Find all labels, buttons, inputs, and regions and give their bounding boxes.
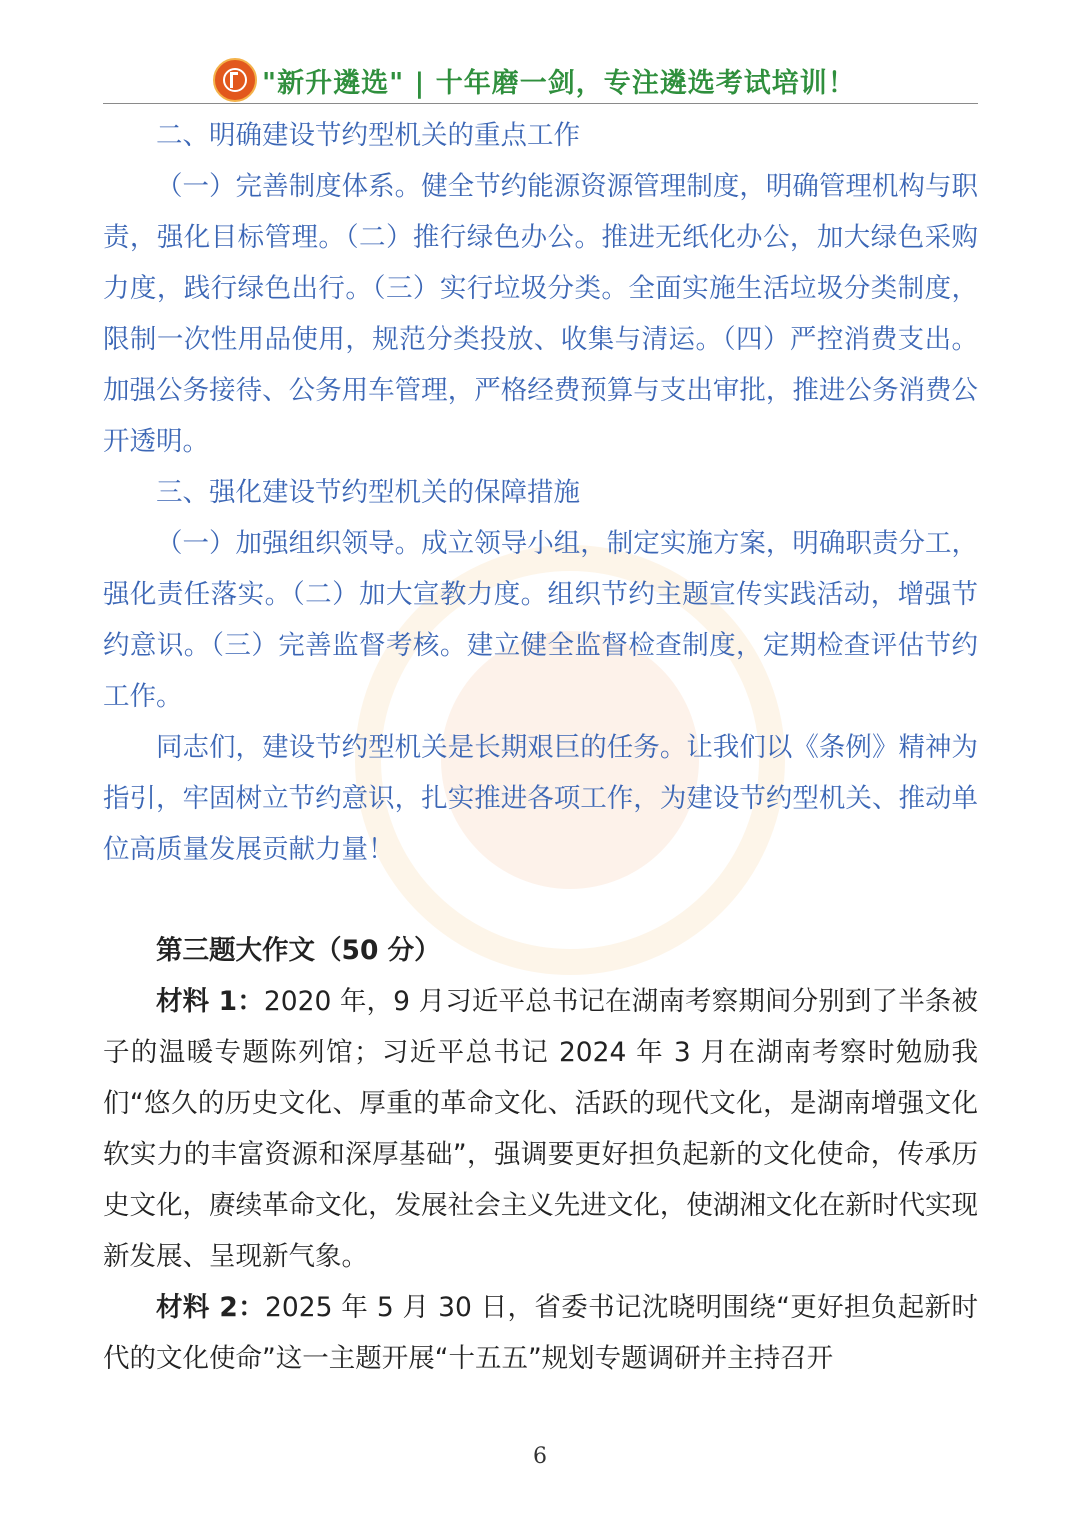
section3-body: （一）加强组织领导。成立领导小组，制定实施方案，明确职责分工，强化责任落实。（二）加大宣教力度。组织节约主题宣传实践活动，增强节约意识。（三）完善监督考核。建立健全监督检查制度，定期检查评估节约工作。 — [103, 528, 978, 712]
section3-heading: 三、强化建设节约型机关的保障措施 — [156, 477, 580, 508]
brand-logo-icon — [213, 58, 257, 102]
material1-text: 2020 年，9 月习近平总书记在湖南考察期间分别到了半条被子的温暖专题陈列馆；习近平总书记 2024 年 3 月在湖南考察时勉励我们“悠久的历史文化、厚重的革命文化、活跃的现代文化，是湖南增强文化软实力的丰富资源和深厚基础”，强调要更好担负起新的文化使命，传承历史文化，赓续革命文化，发展社会主义先进文化，使湖湘文化在新时代实现新发展、呈现新气象。 — [103, 986, 978, 1272]
material1-label: 材料 1： — [156, 986, 264, 1017]
header-slogan: "新升遴选" | 十年磨一剑，专注遴选考试培训！ — [262, 68, 856, 99]
document-body — [103, 110, 978, 1384]
material2-text: 2025 年 5 月 30 日，省委书记沈晓明围绕“更好担负起新时代的文化使命”这一主题开展“十五五”规划专题调研并主持召开 — [103, 1292, 978, 1374]
closing-paragraph: 同志们，建设节约型机关是长期艰巨的任务。让我们以《条例》精神为指引，牢固树立节约意识，扎实推进各项工作，为建设节约型机关、推动单位高质量发展贡献力量！ — [103, 732, 978, 865]
page-number: 6 — [533, 1444, 547, 1469]
section-spacer — [103, 875, 978, 925]
material2-paragraph — [103, 1282, 978, 1384]
material1-paragraph — [103, 976, 978, 1282]
header-divider — [103, 103, 978, 104]
question3-title: 第三题大作文（50 分） — [156, 935, 441, 966]
material2-label: 材料 2： — [156, 1292, 265, 1323]
logo-mark — [230, 72, 238, 88]
section2-heading: 二、明确建设节约型机关的重点工作 — [156, 120, 580, 151]
page-header — [0, 55, 1080, 105]
section2-body: （一）完善制度体系。健全节约能源资源管理制度，明确管理机构与职责，强化目标管理。（二）推行绿色办公。推进无纸化办公，加大绿色采购力度，践行绿色出行。（三）实行垃圾分类。全面实施生活垃圾分类制度，限制一次性用品使用，规范分类投放、收集与清运。（四）严控消费支出。加强公务接待、公务用车管理，严格经费预算与支出审批，推进公务消费公开透明。 — [103, 171, 978, 457]
